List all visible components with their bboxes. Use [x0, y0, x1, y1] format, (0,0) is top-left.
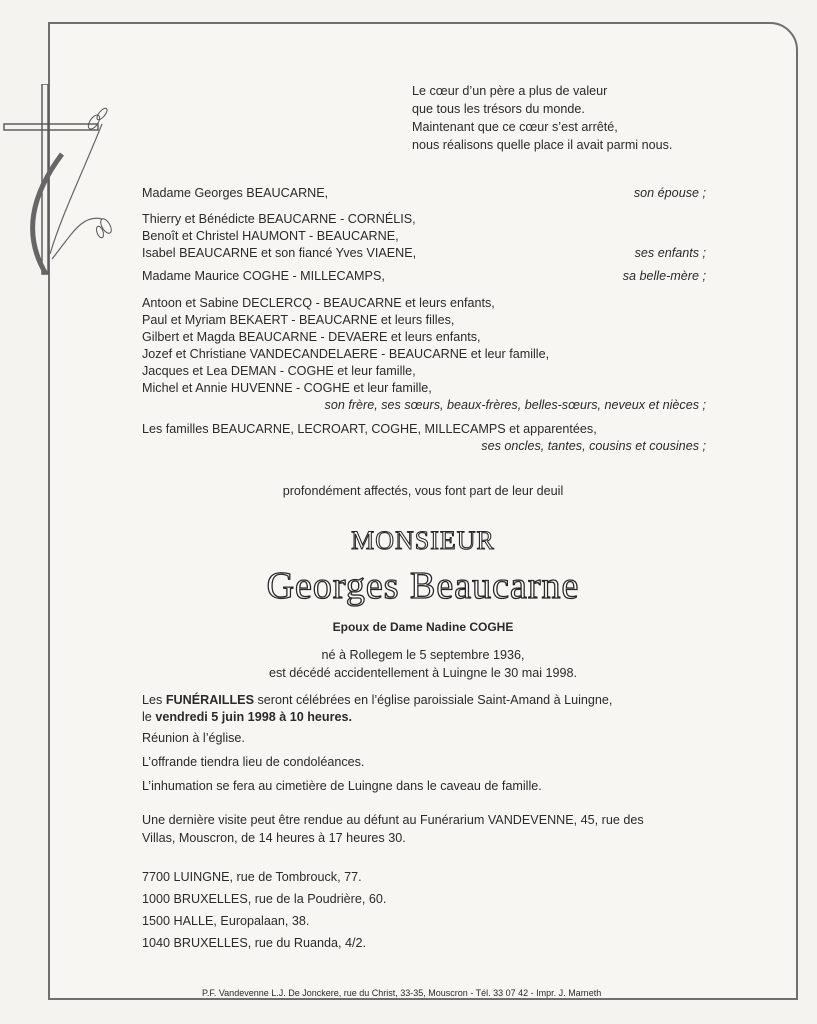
spouse-role: son épouse ; — [633, 186, 706, 200]
child-line: Benoît et Christel HAUMONT - BEAUCARNE, — [142, 229, 399, 243]
announcement: profondément affectés, vous font part de leur deuil — [282, 484, 564, 498]
address-line: 1040 BRUXELLES, rue du Ruanda, 4/2. — [142, 936, 367, 950]
title-monsieur: MONSIEUR — [351, 526, 495, 555]
visit-line: Villas, Mouscron, de 14 heures à 17 heures 30. — [142, 831, 406, 845]
verse-line: nous réalisons quelle place il avait parmi nous. — [412, 138, 673, 152]
cross-wheat-icon — [2, 84, 122, 284]
families-role: ses oncles, tantes, cousins et cousines ; — [481, 439, 706, 453]
funeral-line-1: Les FUNÉRAILLES seront célébrées en l’église paroissiale Saint-Amand à Luingne, — [142, 693, 613, 707]
sibling-line: Gilbert et Magda BEAUCARNE - DEVAERE et leurs enfants, — [142, 330, 481, 344]
verse-line: Le cœur d’un père a plus de valeur — [412, 84, 608, 98]
sibling-line: Paul et Myriam BEKAERT - BEAUCARNE et leurs filles, — [142, 313, 455, 327]
death-notice-card — [48, 22, 798, 1000]
printer-footer: P.F. Vandevenne L.J. De Jonckere, rue du Christ, 33-35, Mouscron - Tél. 33 07 42 - Impr. J. Marneth — [202, 988, 602, 998]
mother-in-law-role: sa belle-mère ; — [622, 269, 706, 283]
deceased-name: Georges Beaucarne — [266, 565, 580, 607]
verse-line: Maintenant que ce cœur s’est arrêté, — [412, 120, 618, 134]
siblings-role: son frère, ses sœurs, beaux-frères, belles-sœurs, neveux et nièces ; — [324, 398, 706, 412]
note-line: L’offrande tiendra lieu de condoléances. — [142, 755, 365, 769]
note-line: L’inhumation se fera au cimetière de Luingne dans le caveau de famille. — [142, 779, 542, 793]
child-line: Isabel BEAUCARNE et son fiancé Yves VIAENE, — [142, 246, 417, 260]
sibling-line: Jozef et Christiane VANDECANDELAERE - BEAUCARNE et leur famille, — [142, 347, 550, 361]
spouse-name: Madame Georges BEAUCARNE, — [142, 186, 329, 200]
verse-line: que tous les trésors du monde. — [412, 102, 585, 116]
address-line: 1500 HALLE, Europalaan, 38. — [142, 914, 310, 928]
address-line: 7700 LUINGNE, rue de Tombrouck, 77. — [142, 870, 362, 884]
death-line: est décédé accidentellement à Luingne le 30 mai 1998. — [268, 666, 578, 680]
families-line: Les familles BEAUCARNE, LECROART, COGHE, MILLECAMPS et apparentées, — [142, 422, 597, 436]
visit-line: Une dernière visite peut être rendue au défunt au Funérarium VANDEVENNE, 45, rue des — [142, 813, 644, 827]
funeral-line-2: le vendredi 5 juin 1998 à 10 heures. — [142, 710, 353, 724]
note-line: Réunion à l’église. — [142, 731, 245, 745]
child-line: Thierry et Bénédicte BEAUCARNE - CORNÉLIS, — [142, 212, 416, 226]
sibling-line: Jacques et Lea DEMAN - COGHE et leur famille, — [142, 364, 416, 378]
spouse-of: Epoux de Dame Nadine COGHE — [332, 620, 514, 634]
birth-line: né à Rollegem le 5 septembre 1936, — [321, 648, 525, 662]
sibling-line: Antoon et Sabine DECLERCQ - BEAUCARNE et leurs enfants, — [142, 296, 495, 310]
mother-in-law-name: Madame Maurice COGHE - MILLECAMPS, — [142, 269, 385, 283]
children-role: ses enfants ; — [634, 246, 706, 260]
address-line: 1000 BRUXELLES, rue de la Poudrière, 60. — [142, 892, 387, 906]
sibling-line: Michel et Annie HUVENNE - COGHE et leur famille, — [142, 381, 432, 395]
